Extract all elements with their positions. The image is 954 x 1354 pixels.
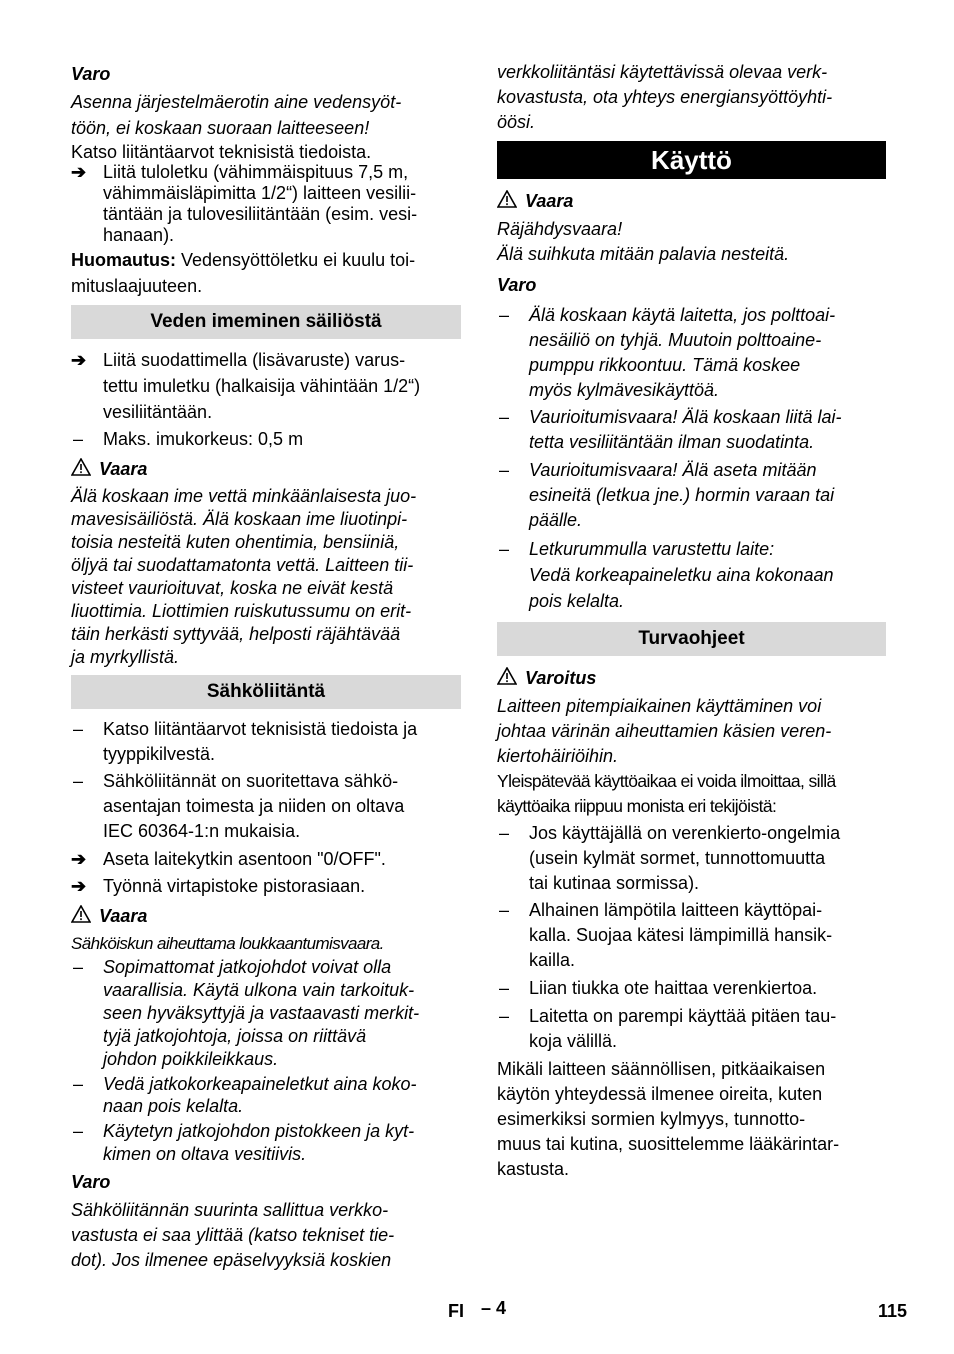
warning-text: [71, 485, 461, 669]
text-line: öljyä tai suodattamatonta vettä. Laitteen tii-: [71, 555, 414, 575]
text-line: tai kutinaa sormissa).: [529, 873, 700, 893]
continued-text: [497, 60, 886, 135]
text-line: käytön yhteydessä ilmenee oireita, kuten: [497, 1084, 823, 1104]
closing-text: [497, 1057, 886, 1182]
text-line: naan pois kelalta.: [103, 1096, 244, 1116]
text-line: öösi.: [497, 112, 536, 132]
text-line: vähimmäisläpimitta 1/2“) laitteen vesilii-: [103, 183, 417, 203]
left-column: [71, 60, 461, 1273]
text-line: tyyppikilvestä.: [103, 744, 216, 764]
warning-label: Vaara: [99, 906, 148, 926]
dash-bullet: –: [73, 771, 84, 791]
text-line: esimerkiksi sormien kylmyys, tunnotto-: [497, 1109, 806, 1129]
text-line: verkkoliitäntäsi käytettävissä olevaa verk-: [497, 62, 828, 82]
text-line: mavesisäiliöstä. Älä koskaan ime liuotinpi-: [71, 509, 408, 529]
page-number: 115: [878, 1301, 908, 1321]
footer-language: FI: [448, 1301, 464, 1321]
text-line: tettu imuletku (halkaisija vähintään 1/2“): [103, 376, 421, 396]
text-line: Liian tiukka ote haittaa verenkiertoa.: [529, 978, 818, 998]
dash-bullet: –: [73, 957, 84, 977]
text-line: Älä suihkuta mitään palavia nesteitä.: [497, 244, 790, 264]
text-line: johtaa värinän aiheuttamien käsien veren-: [497, 721, 832, 741]
instruction-step: [71, 874, 461, 898]
text-line: kiertohäiriöihin.: [497, 746, 619, 766]
section-heading: Veden imeminen säiliöstä: [71, 305, 461, 339]
section-heading: Turvaohjeet: [497, 622, 886, 656]
text-line: Käytetyn jatkojohdon pistokkeen ja kyt-: [103, 1121, 415, 1141]
dash-bullet: –: [73, 1074, 84, 1094]
dash-bullet: –: [499, 978, 510, 998]
instruction-step: [71, 347, 461, 425]
instruction-step: [71, 162, 461, 246]
text-line: toisia nesteitä kuten ohentimia, bensiiniä,: [71, 532, 400, 552]
list-item: [497, 976, 886, 1001]
text-line: Maks. imukorkeus: 0,5 m: [103, 429, 304, 449]
varo-heading: Varo: [71, 64, 111, 84]
text-line: Vedä jatkokorkeapaineletkut aina koko-: [103, 1074, 417, 1094]
text-line: pois kelalta.: [529, 591, 625, 611]
text-line: pumppu rikkoontuu. Tämä koskee: [529, 355, 801, 375]
text-line: kastusta.: [497, 1159, 570, 1179]
warning-triangle-icon: [497, 667, 517, 691]
text-line: muus tai kutina, suosittelemme lääkärintar-: [497, 1134, 840, 1154]
list-item: [497, 821, 886, 896]
varo-text: [71, 90, 461, 140]
text-line: Älä koskaan ime vettä minkäänlaisesta juo-: [71, 486, 417, 506]
text-line: IEC 60364-1:n mukaisia.: [103, 821, 301, 841]
text-line: Asenna järjestelmäerotin aine vedensyöt-: [71, 92, 402, 112]
warning-label: Vaara: [525, 191, 574, 211]
text-line: esineitä (letkua jne.) hormin varaan tai: [529, 485, 835, 505]
chapter-title: Käyttö: [497, 141, 886, 179]
text-line: käyttöaika riippuu monista eri tekijöistä:: [497, 796, 777, 816]
dash-bullet: –: [499, 1006, 510, 1026]
warning-triangle-icon: [71, 458, 91, 482]
text-line: Aseta laitekytkin asentoon "0/OFF".: [103, 849, 386, 869]
list-item: [71, 769, 461, 844]
warning-lead: Sähköiskun aiheuttama loukkaantumisvaara.: [71, 934, 384, 953]
list-item: [71, 1073, 461, 1117]
text-line: Vaurioitumisvaara! Älä aseta mitään: [529, 460, 817, 480]
section-heading: Sähköliitäntä: [71, 675, 461, 709]
dash-bullet: –: [499, 407, 510, 427]
text-line: Sähköliitännän suurinta sallittua verkko-: [71, 1200, 389, 1220]
text-line: seen hyväksyttyjä ja vastaavasti merkit-: [103, 1003, 420, 1023]
list-item: [497, 898, 886, 973]
right-column: [497, 60, 886, 1182]
list-item: [71, 1120, 461, 1166]
text-line: Räjähdysvaara!: [497, 219, 623, 239]
right-arrow-icon: ➔: [71, 849, 87, 869]
text-line: Laitteen pitempiaikainen käyttäminen voi: [497, 696, 822, 716]
list-item: [497, 536, 886, 614]
dash-bullet: –: [73, 1121, 84, 1141]
general-text: [497, 769, 886, 819]
text-line: koja välillä.: [529, 1031, 618, 1051]
warning-heading: [497, 189, 886, 213]
text-line: liuottimia. Liottimien ruiskutussumu on erit-: [71, 601, 412, 621]
text-line: täntään ja tulovesiliitäntään (esim. vesi-: [103, 204, 418, 224]
text-line: Sähköliitännät on suoritettava sähkö-: [103, 771, 399, 791]
text-line: Jos käyttäjällä on verenkierto-ongelmia: [529, 823, 841, 843]
text-line: Letkurummulla varustettu laite:: [529, 539, 775, 559]
text-line: Laitetta on parempi käyttää pitäen tau-: [529, 1006, 837, 1026]
text-line: kovastusta, ota yhteys energiansyöttöyhti-: [497, 87, 833, 107]
text-line: Liitä suodattimella (lisävaruste) varus-: [103, 350, 406, 370]
text-line: myös kylmävesikäyttöä.: [529, 380, 720, 400]
text-line: Liitä tuloletku (vähimmäispituus 7,5 m,: [103, 162, 409, 182]
note-text-cont: mituslaajuuteen.: [71, 276, 203, 296]
list-item: [71, 956, 461, 1071]
text-line: dot). Jos ilmenee epäselvyyksiä koskien: [71, 1250, 392, 1270]
list-item: [497, 303, 886, 403]
list-item: [497, 1004, 886, 1054]
text-line: nesäiliö on tyhjä. Muutoin polttoaine-: [529, 330, 822, 350]
text-line: Mikäli laitteen säännöllisen, pitkäaikaisen: [497, 1059, 826, 1079]
dash-bullet: –: [73, 719, 84, 739]
dash-bullet: –: [499, 823, 510, 843]
text-line: vesiliitäntään.: [103, 402, 213, 422]
varo-text: [71, 1198, 461, 1273]
list-item: [497, 458, 886, 533]
text-line: kalla. Suojaa kätesi lämpimillä hansik-: [529, 925, 833, 945]
dash-bullet: –: [73, 429, 84, 449]
varo-heading: Varo: [71, 1172, 111, 1192]
text-line: vaarallisia. Käytä ulkona vain tarkoituk-: [103, 980, 415, 1000]
dash-bullet: –: [499, 460, 510, 480]
text-line: Vaurioitumisvaara! Älä koskaan liitä lai-: [529, 407, 842, 427]
text-line: töön, ei koskaan suoraan laitteeseen!: [71, 118, 370, 138]
footer-section-page: – 4: [481, 1298, 507, 1318]
text-line: Työnnä virtapistoke pistorasiaan.: [103, 876, 366, 896]
list-item: [71, 717, 461, 767]
dash-bullet: –: [499, 900, 510, 920]
warning-label: Vaara: [99, 459, 148, 479]
intro-text: Katso liitäntäarvot teknisistä tiedoista.: [71, 142, 372, 162]
text-line: visteet vaurioituvat, koska ne eivät kestä: [71, 578, 394, 598]
text-line: kailla.: [529, 950, 576, 970]
note-text: Vedensyöttöletku ei kuulu toi-: [176, 250, 416, 270]
note-label: Huomautus:: [71, 250, 176, 270]
warning-heading: [497, 666, 886, 690]
warning-text: [497, 217, 886, 267]
dash-bullet: –: [499, 305, 510, 325]
text-line: vastusta ei saa ylittää (katso tekniset tie-: [71, 1225, 395, 1245]
warning-triangle-icon: [497, 190, 517, 214]
text-line: johdon poikkileikkaus.: [103, 1049, 279, 1069]
text-line: Sopimattomat jatkojohdot voivat olla: [103, 957, 392, 977]
right-arrow-icon: ➔: [71, 350, 87, 370]
text-line: tetta vesiliitäntään ilman suodatinta.: [529, 432, 815, 452]
instruction-step: [71, 847, 461, 871]
text-line: Alhainen lämpötila laitteen käyttöpai-: [529, 900, 823, 920]
warning-text: [497, 694, 886, 769]
list-item: [497, 405, 886, 455]
warning-heading: [71, 904, 461, 928]
right-arrow-icon: ➔: [71, 162, 87, 182]
text-line: tyjä jatkojohtoja, joissa on riittävä: [103, 1026, 367, 1046]
note: [71, 248, 461, 272]
text-line: päälle.: [529, 510, 583, 530]
text-line: hanaan).: [103, 225, 175, 245]
text-line: Yleispätevää käyttöaikaa ei voida ilmoittaa, sillä: [497, 771, 836, 791]
varo-heading: Varo: [497, 275, 537, 295]
text-line: täin herkästi syttyvää, helposti räjähtävää: [71, 624, 401, 644]
text-line: Katso liitäntäarvot teknisistä tiedoista ja: [103, 719, 418, 739]
right-arrow-icon: ➔: [71, 876, 87, 896]
text-line: kimen on oltava vesitiivis.: [103, 1144, 307, 1164]
text-line: asentajan toimesta ja niiden on oltava: [103, 796, 405, 816]
text-line: ja myrkyllistä.: [71, 647, 180, 667]
text-line: Vedä korkeapaineletku aina kokonaan: [529, 565, 834, 585]
text-line: Älä koskaan käytä laitetta, jos polttoai-: [529, 305, 836, 325]
warning-label: Varoitus: [525, 668, 597, 688]
text-line: (usein kylmät sormet, tunnottomuutta: [529, 848, 826, 868]
warning-heading: [71, 457, 461, 481]
list-item: [71, 427, 461, 451]
warning-triangle-icon: [71, 905, 91, 929]
dash-bullet: –: [499, 539, 510, 559]
